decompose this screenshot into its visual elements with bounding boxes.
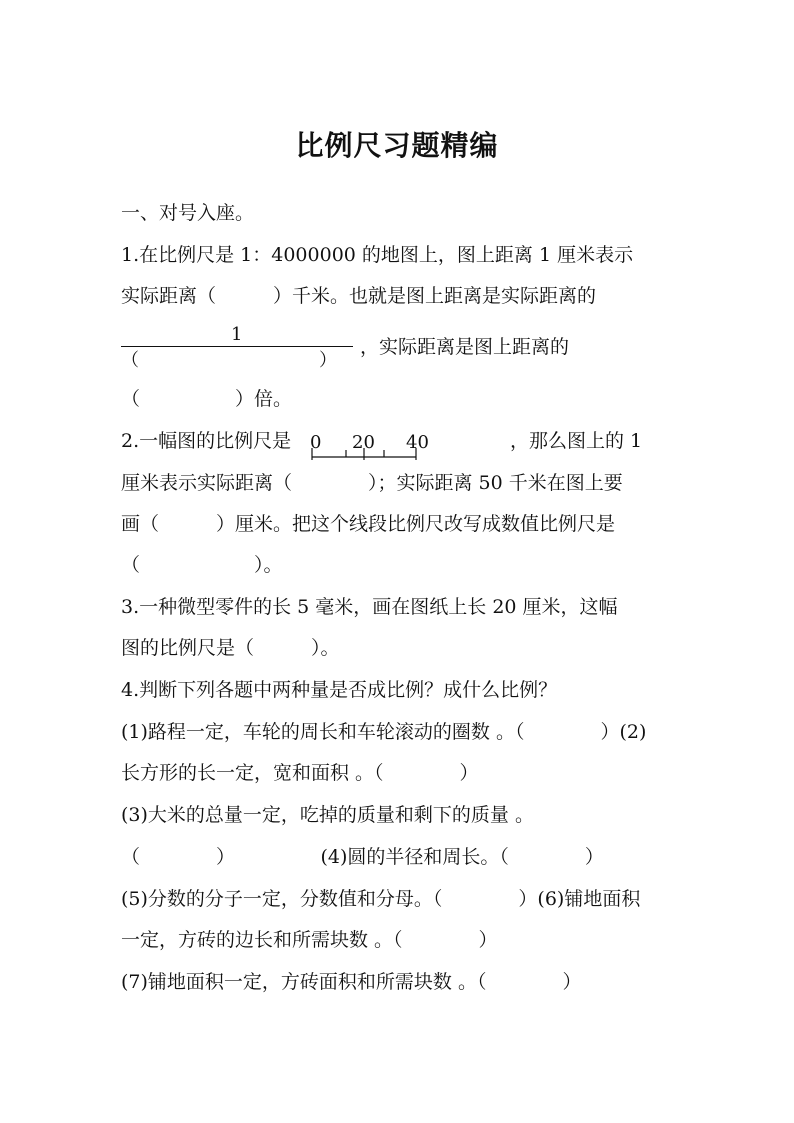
ruler-label-20: 20 (352, 432, 375, 453)
q1-line3: ，实际距离是图上距离的 (360, 336, 570, 358)
q4-line6: 一定，方砖的边长和所需块数 。（ ） (121, 929, 498, 951)
ruler-label-40: 40 (406, 432, 429, 453)
q4-line1: (1)路程一定，车轮的周长和车轮滚动的圈数 。（ ）(2) (121, 721, 647, 743)
q2-line1-after: ，那么图上的 1 (510, 430, 643, 452)
q4-line4: （ ） (4)圆的半径和周长。（ ） (121, 846, 604, 868)
q3-line2: 图的比例尺是（ ）。 (121, 637, 340, 659)
q4-line2: 长方形的长一定，宽和面积 。（ ） (121, 762, 479, 784)
q2-line2: 厘米表示实际距离（ ）；实际距离 50 千米在图上要 (121, 472, 623, 494)
q1-line2: 实际距离（ ）千米。也就是图上距离是实际距离的 (121, 285, 597, 307)
q4-heading: 4.判断下列各题中两种量是否成比例？成什么比例？ (121, 679, 558, 701)
fraction-bar (121, 346, 353, 347)
q1-line4: （ ）倍。 (121, 388, 293, 410)
q4-line7: (7)铺地面积一定，方砖面积和所需块数 。（ ） (121, 971, 582, 993)
q3-line1: 3.一种微型零件的长 5 毫米，画在图纸上长 20 厘米，这幅 (121, 596, 618, 618)
fraction-numerator: 1 (231, 324, 243, 345)
fraction-denominator: （ ） (121, 350, 337, 371)
q2-line1-before: 2.一幅图的比例尺是 (121, 430, 292, 452)
q1-line1: 1.在比例尺是 1：4000000 的地图上，图上距离 1 厘米表示 (121, 244, 634, 266)
ruler-label-0: 0 (310, 432, 322, 453)
q2-line3: 画（ ）厘米。把这个线段比例尺改写成数值比例尺是 (121, 513, 616, 535)
q4-line5: (5)分数的分子一定，分数值和分母。（ ）(6)铺地面积 (121, 888, 641, 910)
q2-line4: （ ）。 (121, 554, 283, 576)
page-title: 比例尺习题精编 (295, 129, 499, 162)
section-heading: 一、对号入座。 (121, 202, 255, 224)
q4-line3: (3)大米的总量一定，吃掉的质量和剩下的质量 。 (121, 804, 534, 826)
line-scale-ruler (310, 432, 430, 466)
